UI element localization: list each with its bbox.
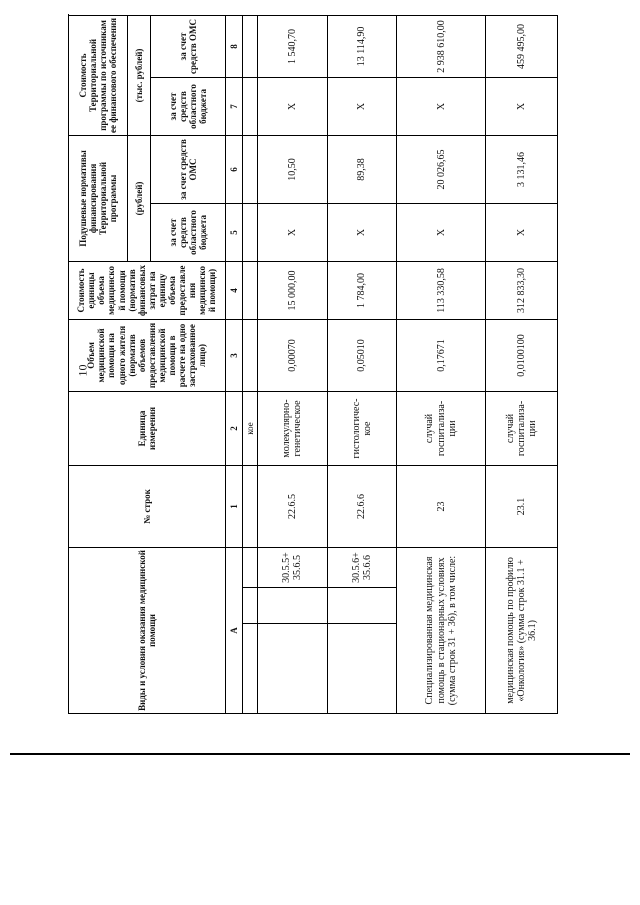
column-number: 8 xyxy=(225,15,242,77)
row-number: 23.1 xyxy=(486,465,558,547)
column-number: 5 xyxy=(225,203,242,261)
column-number: 6 xyxy=(225,135,242,203)
row-oms-th: 1 540,70 xyxy=(258,15,328,77)
row-unit: случай госпитализа-ции xyxy=(397,391,486,465)
column-number: А xyxy=(225,547,242,713)
row-oms-th: 13 114,90 xyxy=(327,15,397,77)
continuation-row xyxy=(242,15,257,713)
row-code: 30.5.5+35.6.5 xyxy=(258,547,328,587)
header-group-norms: Подушевые нормативы финансирования Территориальной программы xyxy=(69,135,128,261)
row-volume: 0,05010 xyxy=(327,319,397,391)
table-row xyxy=(486,15,558,713)
header-unit-rub: (рублей) xyxy=(127,135,150,261)
row-name: медицинская помощь по профилю «Онкология» (сумма строк 31.1 + 36.1) xyxy=(486,547,558,713)
row-oms-rub: 3 131,46 xyxy=(486,135,558,203)
row-volume: 0,0100100 xyxy=(486,319,558,391)
row-budget-rub: Х xyxy=(397,203,486,261)
header-sub-budget-th: за счет средств областного бюджета xyxy=(150,77,225,135)
header-sub-oms-rub: за счет средств ОМС xyxy=(150,135,225,203)
header-group-cost: Стоимость Территориальной программы по источникам ее финансового обеспечения xyxy=(69,15,128,135)
table-row xyxy=(327,15,397,713)
row-budget-th: Х xyxy=(327,77,397,135)
row-code: 30.5.6+35.6.6 xyxy=(327,547,397,587)
header-unit-thousand: (тыс. рублей) xyxy=(127,15,150,135)
continuation-text: кое xyxy=(242,391,257,465)
row-volume: 0,00070 xyxy=(258,319,328,391)
row-cost: 15 000,00 xyxy=(258,261,328,319)
row-cost: 1 784,00 xyxy=(327,261,397,319)
column-number: 7 xyxy=(225,77,242,135)
footnote-divider xyxy=(10,753,630,755)
row-number: 22.6.6 xyxy=(327,465,397,547)
table-row xyxy=(397,15,486,713)
row-unit: молекулярно-генетическое xyxy=(258,391,328,465)
row-budget-th: Х xyxy=(258,77,328,135)
column-number: 2 xyxy=(225,391,242,465)
row-oms-th: 459 495,00 xyxy=(486,15,558,77)
header-col-3: Объем медицинской помощи на одного жителя (норматив объемов предоставления медицинской помощи в расчете на одно застрахованное лицо) xyxy=(69,319,226,391)
row-cost: 312 833,30 xyxy=(486,261,558,319)
row-cost: 113 330,58 xyxy=(397,261,486,319)
row-oms-th: 2 938 610,00 xyxy=(397,15,486,77)
row-budget-rub: Х xyxy=(327,203,397,261)
page-number: 10 xyxy=(75,364,90,376)
row-oms-rub: 20 026,65 xyxy=(397,135,486,203)
row-budget-th: Х xyxy=(486,77,558,135)
table-row xyxy=(258,15,328,713)
row-number: 23 xyxy=(397,465,486,547)
row-oms-rub: 10,50 xyxy=(258,135,328,203)
row-unit: гистологичес-кое xyxy=(327,391,397,465)
column-number-row xyxy=(225,15,242,713)
header-sub-oms-th: за счет средств ОМС xyxy=(150,15,225,77)
row-oms-rub: 89,38 xyxy=(327,135,397,203)
row-budget-rub: Х xyxy=(486,203,558,261)
header-col-a: Виды и условия оказания медицинской помощи xyxy=(69,547,226,713)
rotated-table-wrapper xyxy=(68,16,558,714)
row-budget-rub: Х xyxy=(258,203,328,261)
row-budget-th: Х xyxy=(397,77,486,135)
column-number: 4 xyxy=(225,261,242,319)
column-number: 1 xyxy=(225,465,242,547)
territorial-program-table xyxy=(68,15,558,714)
row-number: 22.6.5 xyxy=(258,465,328,547)
row-volume: 0,17671 xyxy=(397,319,486,391)
header-sub-budget-rub: за счет средств областного бюджета xyxy=(150,203,225,261)
header-col-2: Единица измерения xyxy=(69,391,226,465)
column-number: 3 xyxy=(225,319,242,391)
row-name: Специализированная медицинская помощь в стационарных условиях (сумма строк 31 + 36), в том числе: xyxy=(397,547,486,713)
header-col-1: № строк xyxy=(69,465,226,547)
header-col-4: Стоимость единицы объема медицинской помощи (норматив финансовых затрат на единицу объема предоставления медицинской помощи) xyxy=(69,261,226,319)
row-unit: случай госпитализа-ции xyxy=(486,391,558,465)
